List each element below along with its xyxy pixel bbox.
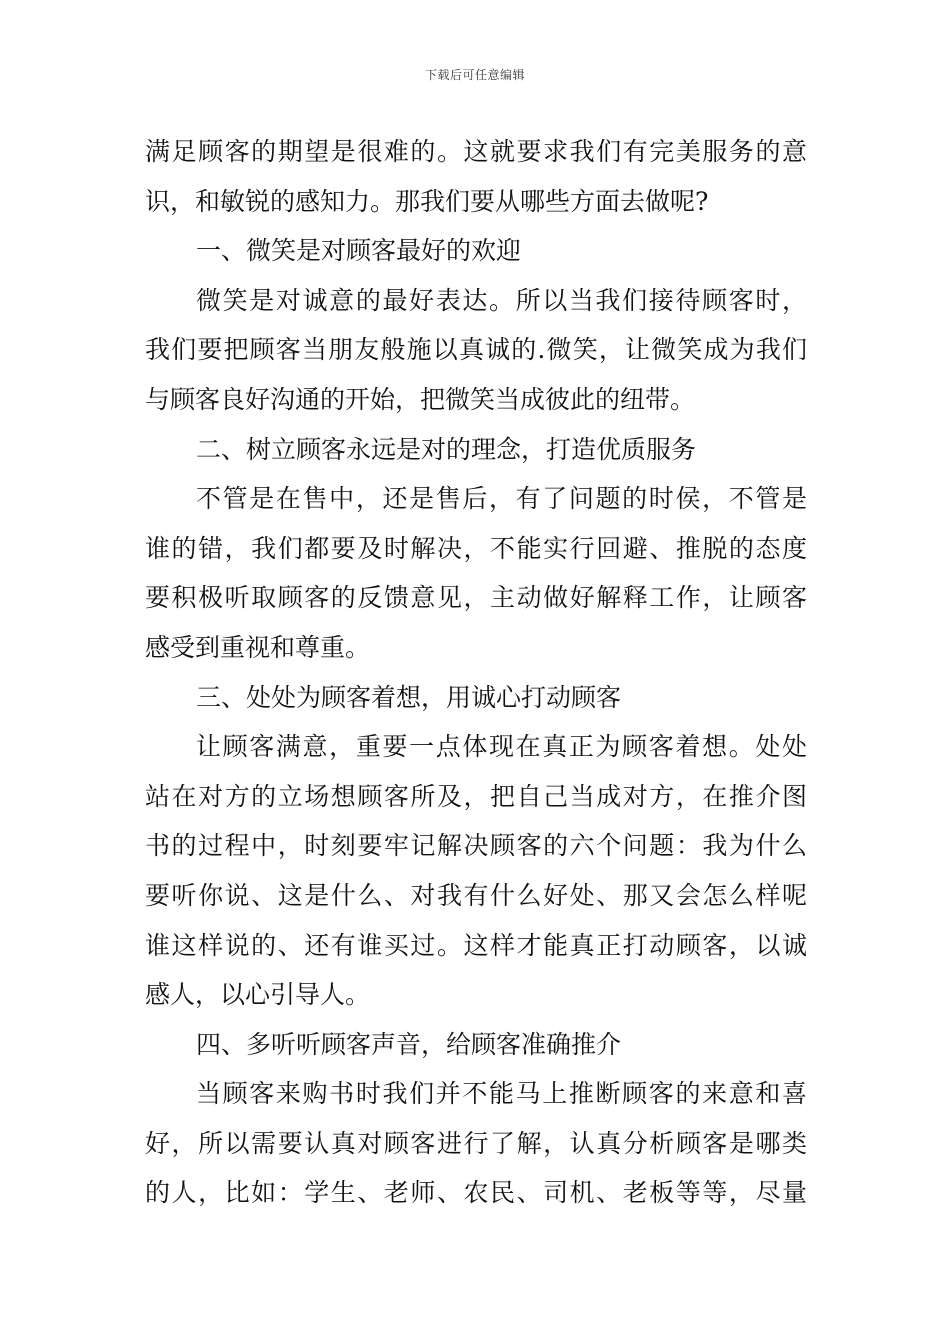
paragraph-line: 好，所以需要认真对顾客进行了解，认真分析顾客是哪类 — [145, 1128, 807, 1158]
paragraph-line: 识，和敏锐的感知力。那我们要从哪些方面去做呢? — [145, 186, 709, 216]
paragraph-line: 不管是在售中，还是售后，有了问题的时侯，不管是 — [196, 484, 807, 514]
paragraph-line: 与顾客良好沟通的开始，把微笑当成彼此的纽带。 — [145, 384, 696, 414]
paragraph-line: 微笑是对诚意的最好表达。所以当我们接待顾客时， — [196, 285, 807, 315]
paragraph-line: 让顾客满意，重要一点体现在真正为顾客着想。处处 — [196, 732, 807, 762]
paragraph-line: 当顾客来购书时我们并不能马上推断顾客的来意和喜 — [196, 1079, 807, 1109]
section-heading: 二、树立顾客永远是对的理念，打造优质服务 — [196, 434, 697, 464]
paragraph-line: 书的过程中，时刻要牢记解决顾客的六个问题：我为什么 — [145, 831, 807, 861]
paragraph-line: 满足顾客的期望是很难的。这就要求我们有完美服务的意 — [145, 137, 807, 166]
paragraph-line: 感人，以心引导人。 — [145, 980, 371, 1010]
paragraph-line: 谁的错，我们都要及时解决，不能实行回避、推脱的态度 — [145, 533, 807, 563]
section-heading: 三、处处为顾客着想，用诚心打动顾客 — [196, 682, 622, 712]
section-heading: 一、微笑是对顾客最好的欢迎 — [196, 236, 522, 266]
paragraph-line: 的人，比如：学生、老师、农民、司机、老板等等，尽量 — [145, 1178, 807, 1208]
document-body — [145, 127, 807, 1218]
section-heading: 四、多听听顾客声音，给顾客准确推介 — [196, 1029, 622, 1059]
paragraph-line: 感受到重视和尊重。 — [145, 632, 371, 662]
paragraph-line: 要积极听取顾客的反馈意见，主动做好解释工作，让顾客 — [145, 583, 807, 613]
paragraph-line: 谁这样说的、还有谁买过。这样才能真正打动顾客，以诚 — [145, 930, 807, 960]
page-header: 下载后可任意编辑 — [424, 68, 525, 82]
paragraph-line: 站在对方的立场想顾客所及，把自己当成对方，在推介图 — [145, 781, 807, 811]
paragraph-line: 要听你说、这是什么、对我有什么好处、那又会怎么样呢 — [145, 880, 807, 910]
paragraph-line: 我们要把顾客当朋友般施以真诚的.微笑，让微笑成为我们 — [145, 335, 807, 365]
